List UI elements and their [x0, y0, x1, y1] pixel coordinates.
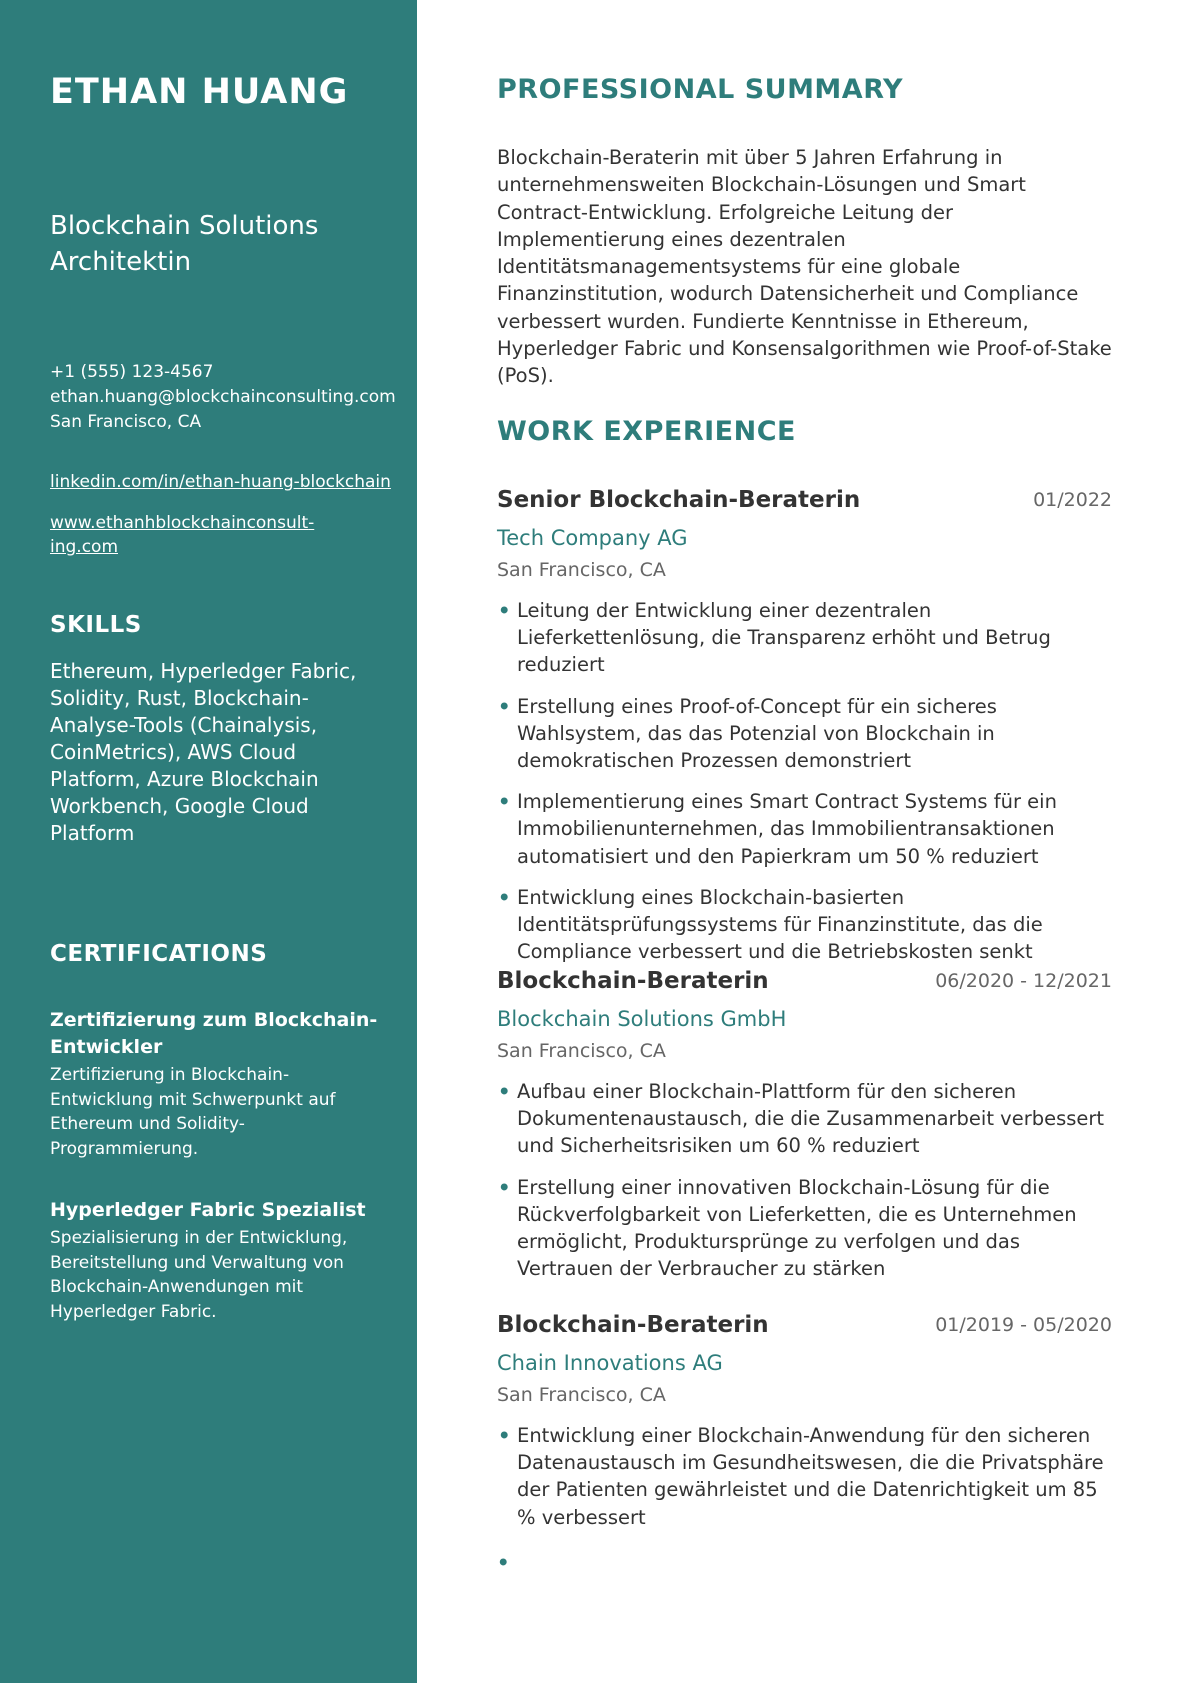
- job-entry: [497, 487, 1112, 979]
- phone-number: +1 (555) 123-4567: [50, 362, 214, 382]
- certification-description: Spezialisierung in der Entwicklung, Bereitstellung und Verwaltung von Blockchain-Anwendungen mit Hyperledger Fabric.: [50, 1228, 348, 1322]
- job-entry: [497, 1312, 1112, 1545]
- job-date: 06/2020 - 12/2021: [935, 970, 1112, 992]
- linkedin-link[interactable]: linkedin.com/in/ethan-huang-blockchain: [50, 472, 391, 492]
- email-address: ethan.huang@blockchainconsulting.com: [50, 387, 396, 407]
- list-item: [497, 1078, 1112, 1160]
- list-item: [497, 1174, 1112, 1283]
- job-title: Senior Blockchain-Beraterin: [497, 487, 861, 513]
- bullet-icon: •: [498, 694, 511, 718]
- summary-text: Blockchain-Beraterin mit über 5 Jahren Erfahrung in unternehmensweiten Blockchain-Lösungen und Smart Contract-Entwicklung. Erfolgreiche Leitung der Implementierung eines dezentralen Identitätsmanagementsystems für eine globale Finanzinstitution, wodurch Datensicherheit und Compliance verbessert wurden. Fundierte Kenntnisse in Ethereum, Hyperledger Fabric und Konsensalgorithmen wie Proof-of-Stake (PoS).: [497, 146, 1112, 388]
- job-date: 01/2022: [1033, 489, 1112, 511]
- bullet-icon: •: [498, 1424, 511, 1447]
- bullet-icon: •: [498, 1175, 511, 1199]
- bullet-text: Erstellung einer innovativen Blockchain-Lösung für die Rückverfolgbarkeit von Lieferketten, die es Unternehmen ermöglicht, Produktursprünge zu verfolgen und das Vertrauen der Verbraucher zu stärken: [517, 1175, 1077, 1281]
- job-location: San Francisco, CA: [497, 1384, 666, 1406]
- skills-list: Ethereum, Hyperledger Fabric, Solidity, Rust, Blockchain-Analyse-Tools (Chainalysis, CoinMetrics), AWS Cloud Platform, Azure Blockchain Workbench, Google Cloud Platform: [50, 659, 357, 845]
- bullet-icon: •: [497, 1551, 510, 1574]
- bullet-icon: •: [498, 1080, 511, 1103]
- job-title: Blockchain-Beraterin: [497, 1312, 769, 1338]
- bullet-list: [497, 1422, 1112, 1531]
- certification-name: Hyperledger Fabric Spezialist: [50, 1199, 366, 1221]
- job-date: 01/2019 - 05/2020: [935, 1314, 1112, 1336]
- certification-item: [50, 1007, 380, 1161]
- company-name: Tech Company AG: [497, 526, 688, 550]
- company-name: Chain Innovations AG: [497, 1351, 723, 1375]
- bullet-list: [497, 597, 1112, 965]
- list-item: [497, 597, 1112, 679]
- certification-name: Zertifizierung zum Blockchain-Entwickler: [50, 1009, 378, 1058]
- job-title: Blockchain-Beraterin: [497, 968, 769, 994]
- list-item: [497, 884, 1112, 966]
- bullet-icon: •: [498, 885, 511, 909]
- contact-info: [50, 360, 396, 435]
- job-location: San Francisco, CA: [497, 559, 666, 581]
- bullet-text: Aufbau einer Blockchain-Plattform für den sicheren Dokumentenaustausch, die die Zusammenarbeit verbessert und Sicherheitsrisiken um 60 % reduziert: [517, 1080, 1105, 1158]
- bullet-text: Erstellung eines Proof-of-Concept für ein sicheres Wahlsystem, das das Potenzial von Blockchain in demokratischen Prozessen demonstriert: [517, 694, 997, 773]
- experience-heading: WORK EXPERIENCE: [497, 416, 796, 447]
- job-entry: [497, 968, 1112, 1296]
- certifications-heading: CERTIFICATIONS: [50, 941, 268, 967]
- certification-description: Zertifizierung in Blockchain-Entwicklung mit Schwerpunkt auf Ethereum und Solidity-Programmierung.: [50, 1065, 336, 1159]
- bullet-icon: •: [498, 599, 511, 622]
- company-name: Blockchain Solutions GmbH: [497, 1007, 787, 1031]
- website-link[interactable]: www.ethanhblockchainconsulting.com: [50, 513, 315, 557]
- sidebar: [0, 0, 417, 1683]
- summary-heading: PROFESSIONAL SUMMARY: [497, 74, 904, 105]
- bullet-icon: •: [498, 790, 511, 814]
- bullet-text: Entwicklung einer Blockchain-Anwendung für den sicheren Datenaustausch im Gesundheitswesen, die die Privatsphäre der Patienten gewährleistet und die Datenrichtigkeit um 85 % verbessert: [517, 1424, 1104, 1529]
- bullet-list: [497, 1078, 1112, 1282]
- job-location: San Francisco, CA: [497, 1040, 666, 1062]
- bullet-text: Implementierung eines Smart Contract Systems für ein Immobilienunternehmen, das Immobilientransaktionen automatisiert und den Papierkram um 50 % reduziert: [517, 790, 1057, 868]
- bullet-text: Entwicklung eines Blockchain-basierten Identitätsprüfungssystems für Finanzinstitute, das die Compliance verbessert und die Betriebskosten senkt: [517, 885, 1043, 964]
- list-item: [497, 788, 1112, 870]
- bullet-text: Leitung der Entwicklung einer dezentralen Lieferkettenlösung, die Transparenz erhöht und Betrug reduziert: [517, 599, 1051, 677]
- certification-item: [50, 1197, 380, 1324]
- list-item: [497, 1422, 1112, 1531]
- list-item: [497, 693, 1112, 775]
- location-text: San Francisco, CA: [50, 412, 202, 432]
- candidate-title: Blockchain Solutions Architektin: [50, 211, 319, 277]
- skills-heading: SKILLS: [50, 612, 142, 638]
- candidate-name: ETHAN HUANG: [50, 72, 349, 112]
